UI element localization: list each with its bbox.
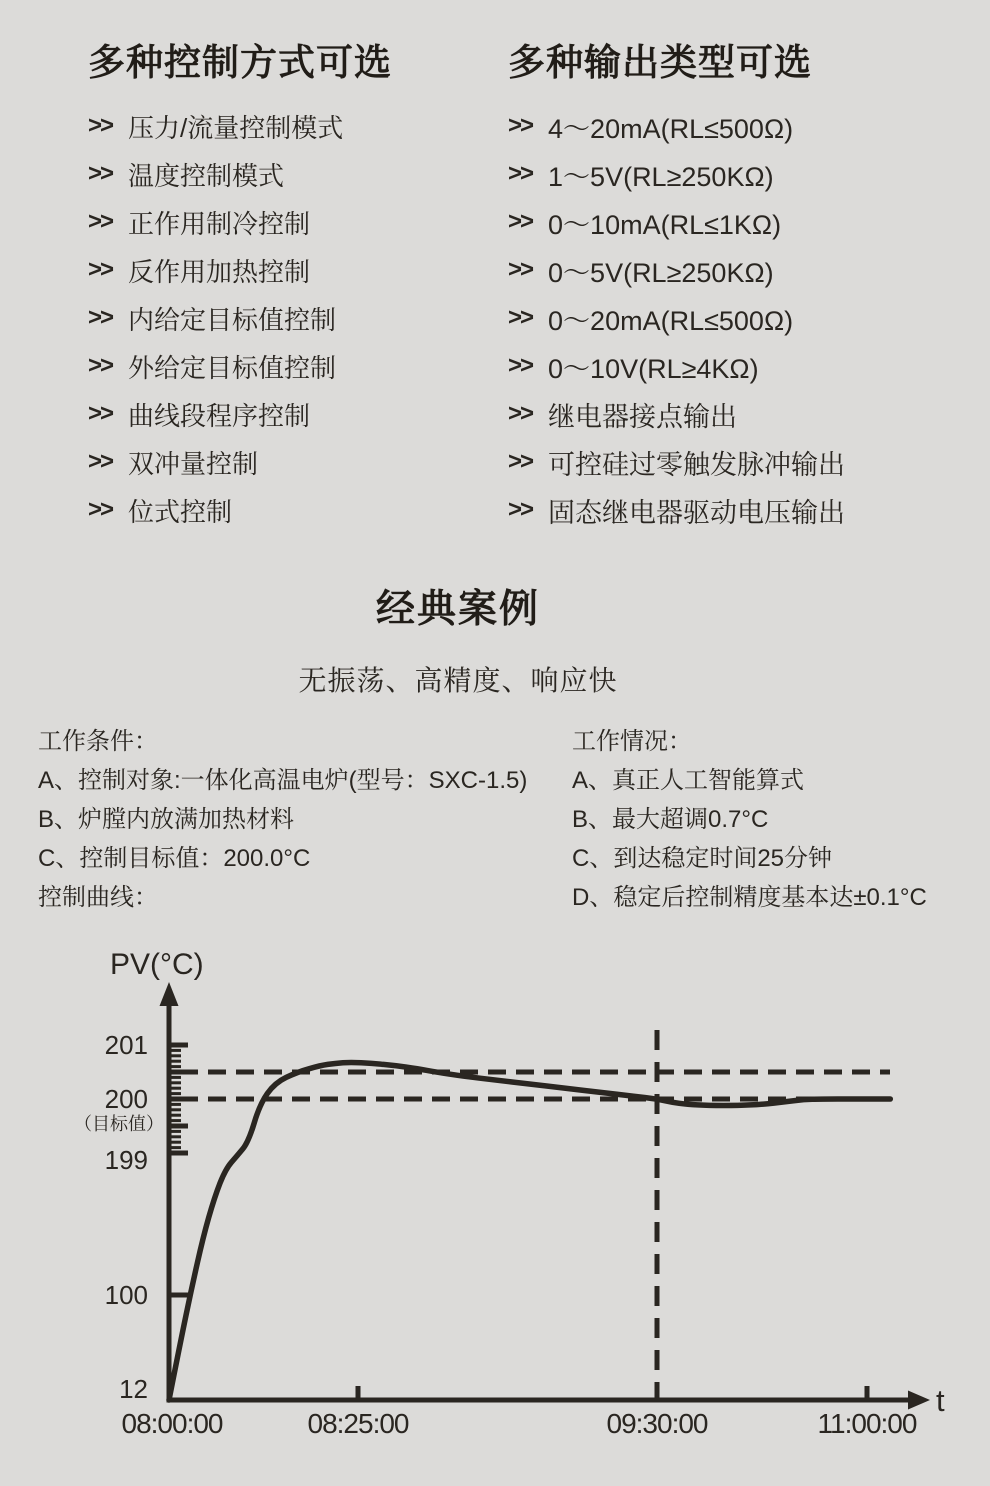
x-axis-arrow-icon (908, 1391, 930, 1410)
target-value-label: （目标值） (74, 1114, 164, 1134)
chevron-bullet-icon: >> (508, 448, 533, 475)
chevron-bullet-icon: >> (88, 112, 113, 139)
list-item (88, 102, 392, 150)
list-item (508, 102, 845, 150)
control-modes-section (88, 44, 392, 534)
working-results-heading: 工作情况： (572, 728, 692, 755)
output-types-section (508, 44, 845, 534)
chevron-bullet-icon: >> (88, 304, 113, 331)
case-study-subtitle: 无振荡、高精度、响应快 (298, 665, 618, 696)
chevron-bullet-icon: >> (88, 496, 113, 523)
x-axis-label: 09:30:00 (606, 1408, 708, 1439)
result-item: A、真正人工智能算式 (572, 767, 805, 794)
output-type-label: 固态继电器驱动电压输出 (548, 497, 846, 528)
list-item (508, 198, 845, 246)
list-item (508, 294, 845, 342)
list-item (88, 198, 392, 246)
list-item (508, 150, 845, 198)
chevron-bullet-icon: >> (88, 256, 113, 283)
condition-item: C、控制目标值：200.0°C (38, 845, 311, 872)
chevron-bullet-icon: >> (88, 352, 113, 379)
chevron-bullet-icon: >> (88, 208, 113, 235)
control-mode-label: 内给定目标值控制 (128, 304, 337, 335)
working-conditions-list (38, 761, 527, 878)
x-axis-title: t (936, 1383, 945, 1418)
control-mode-label: 压力/流量控制模式 (128, 112, 344, 143)
case-study-title: 经典案例 (375, 588, 540, 631)
y-axis-label: 199 (104, 1145, 148, 1175)
x-axis-label: 08:00:00 (121, 1408, 223, 1439)
output-type-label: 4～20mA(RL≤500Ω) (548, 113, 794, 144)
list-item (508, 342, 845, 390)
control-modes-title: 多种控制方式可选 (88, 42, 392, 83)
output-type-label: 0～5V(RL≥250KΩ) (548, 257, 774, 288)
list-item (88, 246, 392, 294)
working-conditions-heading: 工作条件： (38, 728, 158, 755)
control-mode-label: 双冲量控制 (128, 448, 259, 479)
chevron-bullet-icon: >> (508, 112, 533, 139)
output-type-label: 可控硅过零触发脉冲输出 (548, 449, 846, 480)
output-type-label: 继电器接点输出 (548, 401, 738, 432)
chevron-bullet-icon: >> (508, 256, 533, 283)
y-axis-label: 100 (104, 1280, 148, 1310)
y-axis-label: 200 (104, 1084, 148, 1114)
case-study-header (0, 578, 916, 699)
list-item (88, 342, 392, 390)
control-curve-caption: 控制曲线： (38, 884, 158, 911)
x-axis-label: 11:00:00 (817, 1408, 917, 1439)
condition-item: B、炉膛内放满加热材料 (38, 806, 295, 833)
chevron-bullet-icon: >> (508, 496, 533, 523)
chevron-bullet-icon: >> (508, 304, 533, 331)
working-results-list (572, 761, 927, 917)
list-item (508, 438, 845, 486)
output-types-list (508, 102, 845, 534)
working-conditions-block (38, 722, 527, 917)
output-type-label: 0～20mA(RL≤500Ω) (548, 305, 794, 336)
list-item (88, 294, 392, 342)
output-type-label: 0～10mA(RL≤1KΩ) (548, 209, 782, 240)
y-axis-label: 12 (119, 1374, 148, 1404)
control-curve-chart (0, 930, 990, 1486)
chevron-bullet-icon: >> (88, 160, 113, 187)
result-item: C、到达稳定时间25分钟 (572, 845, 833, 872)
chevron-bullet-icon: >> (508, 400, 533, 427)
condition-item: A、控制对象:一体化高温电炉(型号：SXC-1.5) (38, 767, 528, 794)
list-item (88, 390, 392, 438)
result-item: B、最大超调0.7°C (572, 806, 769, 833)
list-item (508, 390, 845, 438)
control-mode-label: 温度控制模式 (128, 160, 285, 191)
control-mode-label: 外给定目标值控制 (128, 352, 337, 383)
output-types-title: 多种输出类型可选 (508, 42, 812, 83)
list-item (88, 438, 392, 486)
output-type-label: 1～5V(RL≥250KΩ) (548, 161, 774, 192)
working-results-block (572, 722, 927, 917)
output-type-label: 0～10V(RL≥4KΩ) (548, 353, 759, 384)
result-item: D、稳定后控制精度基本达±0.1°C (572, 884, 927, 911)
chevron-bullet-icon: >> (508, 208, 533, 235)
chevron-bullet-icon: >> (88, 448, 113, 475)
x-axis-label: 08:25:00 (307, 1408, 409, 1439)
control-mode-label: 正作用制冷控制 (128, 208, 311, 239)
chevron-bullet-icon: >> (508, 160, 533, 187)
y-axis-title: PV(°C) (110, 948, 204, 981)
y-axis-label: 201 (104, 1030, 148, 1060)
list-item (508, 486, 845, 534)
control-modes-list (88, 102, 392, 534)
list-item (88, 486, 392, 534)
pv-curve (169, 1063, 890, 1400)
y-axis-arrow-icon (160, 982, 179, 1006)
chevron-bullet-icon: >> (88, 400, 113, 427)
control-mode-label: 曲线段程序控制 (128, 400, 311, 431)
list-item (88, 150, 392, 198)
control-mode-label: 反作用加热控制 (128, 256, 311, 287)
chevron-bullet-icon: >> (508, 352, 533, 379)
list-item (508, 246, 845, 294)
control-mode-label: 位式控制 (128, 496, 233, 527)
